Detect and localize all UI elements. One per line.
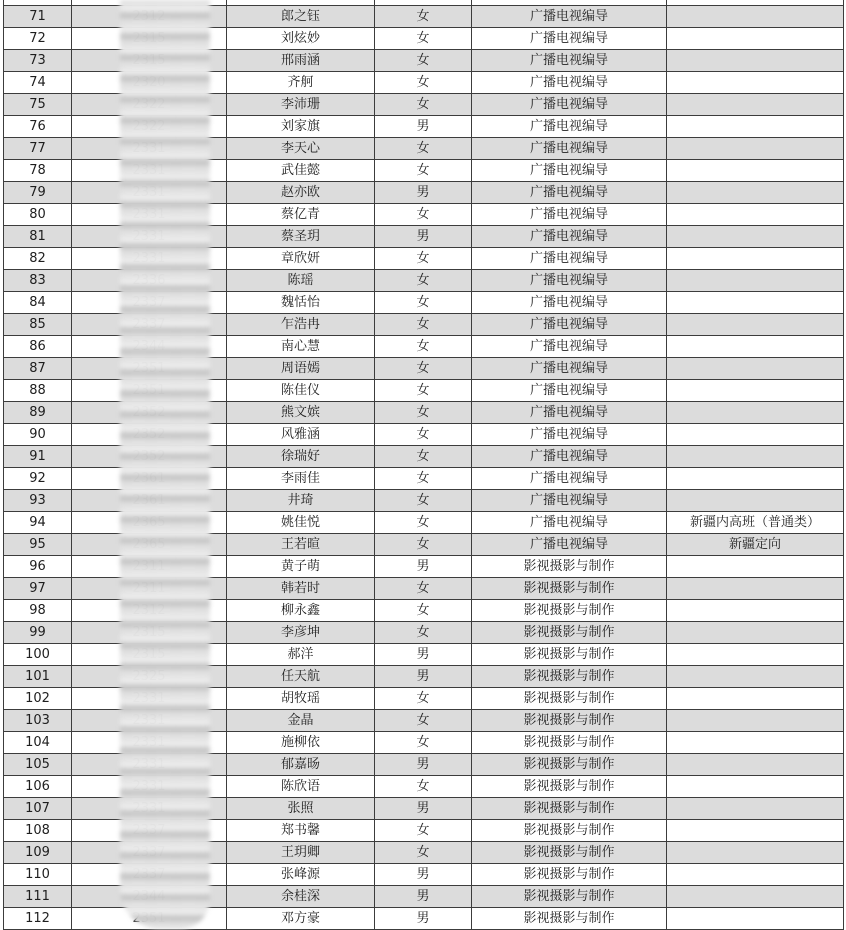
- cell-major: 广播电视编导: [472, 402, 667, 424]
- cell-note: [667, 732, 844, 754]
- cell-gender: 女: [375, 512, 472, 534]
- cell-name: 陈佳仪: [227, 380, 375, 402]
- cell-index: 73: [4, 50, 72, 72]
- cell-index: 79: [4, 182, 72, 204]
- cell-major: 影视摄影与制作: [472, 820, 667, 842]
- cell-gender: 女: [375, 270, 472, 292]
- cell-note: [667, 622, 844, 644]
- cell-name: 王玥卿: [227, 842, 375, 864]
- cell-name: 齐舸: [227, 72, 375, 94]
- cell-gender: 女: [375, 248, 472, 270]
- cell-name: 刘家旗: [227, 116, 375, 138]
- cell-major: 广播电视编导: [472, 270, 667, 292]
- cell-index: 72: [4, 28, 72, 50]
- cell-major: 影视摄影与制作: [472, 842, 667, 864]
- cell-index: 99: [4, 622, 72, 644]
- cell-major: 影视摄影与制作: [472, 578, 667, 600]
- cell-name: 任天航: [227, 666, 375, 688]
- cell-index: 102: [4, 688, 72, 710]
- cell-name: 魏恬怡: [227, 292, 375, 314]
- cell-name: 蔡圣玥: [227, 226, 375, 248]
- cell-name: 金晶: [227, 710, 375, 732]
- cell-note: [667, 204, 844, 226]
- cell-note: [667, 94, 844, 116]
- cell-index: 101: [4, 666, 72, 688]
- cell-note: [667, 6, 844, 28]
- cell-note: [667, 72, 844, 94]
- cell-note: [667, 292, 844, 314]
- cell-note: [667, 424, 844, 446]
- cell-gender: 女: [375, 138, 472, 160]
- cell-major: 影视摄影与制作: [472, 644, 667, 666]
- cell-major: 广播电视编导: [472, 160, 667, 182]
- cell-note: [667, 160, 844, 182]
- cell-gender: 女: [375, 776, 472, 798]
- cell-name: 武佳懿: [227, 160, 375, 182]
- cell-major: 广播电视编导: [472, 358, 667, 380]
- cell-name: 周语嫣: [227, 358, 375, 380]
- cell-name: 李彦坤: [227, 622, 375, 644]
- cell-note: [667, 28, 844, 50]
- cell-name: 张照: [227, 798, 375, 820]
- cell-name: 邓方豪: [227, 908, 375, 930]
- cell-note: [667, 886, 844, 908]
- cell-gender: 女: [375, 358, 472, 380]
- cell-gender: 男: [375, 798, 472, 820]
- cell-note: [667, 50, 844, 72]
- cell-major: 广播电视编导: [472, 94, 667, 116]
- cell-name: 陈欣语: [227, 776, 375, 798]
- cell-index: 96: [4, 556, 72, 578]
- cell-major: 广播电视编导: [472, 468, 667, 490]
- cell-major: 影视摄影与制作: [472, 688, 667, 710]
- cell-gender: 女: [375, 446, 472, 468]
- cell-name: 南心慧: [227, 336, 375, 358]
- cell-name: 张峰源: [227, 864, 375, 886]
- cell-major: 广播电视编导: [472, 292, 667, 314]
- cell-index: 106: [4, 776, 72, 798]
- cell-index: 91: [4, 446, 72, 468]
- cell-major: 影视摄影与制作: [472, 886, 667, 908]
- cell-major: 影视摄影与制作: [472, 732, 667, 754]
- cell-name: 施柳依: [227, 732, 375, 754]
- cell-gender: 女: [375, 160, 472, 182]
- cell-note: [667, 864, 844, 886]
- cell-gender: 女: [375, 94, 472, 116]
- cell-gender: 女: [375, 50, 472, 72]
- cell-major: 影视摄影与制作: [472, 556, 667, 578]
- cell-index: 97: [4, 578, 72, 600]
- cell-gender: 女: [375, 534, 472, 556]
- cell-name: 刘炫妙: [227, 28, 375, 50]
- cell-gender: 女: [375, 402, 472, 424]
- cell-note: [667, 798, 844, 820]
- cell-index: 76: [4, 116, 72, 138]
- cell-note: [667, 402, 844, 424]
- cell-index: 98: [4, 600, 72, 622]
- cell-gender: 女: [375, 380, 472, 402]
- cell-major: 广播电视编导: [472, 6, 667, 28]
- cell-gender: 女: [375, 490, 472, 512]
- cell-gender: 女: [375, 578, 472, 600]
- cell-note: [667, 116, 844, 138]
- cell-index: 82: [4, 248, 72, 270]
- cell-note: [667, 380, 844, 402]
- cell-note: [667, 226, 844, 248]
- cell-gender: 女: [375, 622, 472, 644]
- cell-major: 影视摄影与制作: [472, 776, 667, 798]
- cell-index: 104: [4, 732, 72, 754]
- cell-note: [667, 556, 844, 578]
- cell-name: 邢雨涵: [227, 50, 375, 72]
- cell-name: 胡牧瑶: [227, 688, 375, 710]
- cell-major: 广播电视编导: [472, 50, 667, 72]
- cell-gender: 男: [375, 886, 472, 908]
- cell-note: [667, 468, 844, 490]
- cell-index: 112: [4, 908, 72, 930]
- cell-note: [667, 820, 844, 842]
- cell-gender: 女: [375, 72, 472, 94]
- cell-gender: 女: [375, 842, 472, 864]
- cell-major: 广播电视编导: [472, 204, 667, 226]
- cell-name: 李天心: [227, 138, 375, 160]
- cell-gender: 女: [375, 600, 472, 622]
- cell-gender: 女: [375, 28, 472, 50]
- cell-gender: 女: [375, 336, 472, 358]
- cell-name: 熊文嫔: [227, 402, 375, 424]
- cell-gender: 女: [375, 710, 472, 732]
- cell-note: [667, 776, 844, 798]
- cell-note: [667, 600, 844, 622]
- cell-major: 广播电视编导: [472, 534, 667, 556]
- cell-major: 广播电视编导: [472, 248, 667, 270]
- cell-major: 影视摄影与制作: [472, 666, 667, 688]
- cell-major: 广播电视编导: [472, 116, 667, 138]
- cell-index: 95: [4, 534, 72, 556]
- privacy-blur-overlay: [120, 0, 210, 929]
- cell-note: [667, 908, 844, 930]
- cell-name: 井琦: [227, 490, 375, 512]
- cell-name: 郁嘉旸: [227, 754, 375, 776]
- cell-index: 107: [4, 798, 72, 820]
- cell-index: 71: [4, 6, 72, 28]
- cell-gender: 男: [375, 908, 472, 930]
- cell-note: [667, 248, 844, 270]
- cell-name: 徐瑞好: [227, 446, 375, 468]
- cell-note: [667, 688, 844, 710]
- cell-major: 广播电视编导: [472, 182, 667, 204]
- cell-index: 80: [4, 204, 72, 226]
- cell-major: 影视摄影与制作: [472, 710, 667, 732]
- cell-index: 100: [4, 644, 72, 666]
- cell-note: [667, 336, 844, 358]
- cell-gender: 女: [375, 468, 472, 490]
- cell-gender: 女: [375, 204, 472, 226]
- cell-note: [667, 446, 844, 468]
- cell-name: 黄子萌: [227, 556, 375, 578]
- cell-note: [667, 270, 844, 292]
- cell-gender: 女: [375, 820, 472, 842]
- cell-name: 余桂深: [227, 886, 375, 908]
- cell-major: 影视摄影与制作: [472, 754, 667, 776]
- cell-index: 89: [4, 402, 72, 424]
- cell-major: 广播电视编导: [472, 424, 667, 446]
- cell-gender: 男: [375, 644, 472, 666]
- cell-index: 83: [4, 270, 72, 292]
- cell-name: 郑书馨: [227, 820, 375, 842]
- cell-name: 赵亦欧: [227, 182, 375, 204]
- cell-gender: 男: [375, 116, 472, 138]
- cell-gender: 女: [375, 314, 472, 336]
- cell-name: 李雨佳: [227, 468, 375, 490]
- cell-index: 75: [4, 94, 72, 116]
- cell-index: 111: [4, 886, 72, 908]
- cell-name: 章欣妍: [227, 248, 375, 270]
- cell-note: [667, 710, 844, 732]
- cell-note: [667, 182, 844, 204]
- cell-major: 广播电视编导: [472, 512, 667, 534]
- cell-index: 78: [4, 160, 72, 182]
- cell-name: 郎之钰: [227, 6, 375, 28]
- cell-index: 92: [4, 468, 72, 490]
- cell-note: [667, 842, 844, 864]
- cell-major: 广播电视编导: [472, 490, 667, 512]
- cell-note: 新疆内高班（普通类）: [667, 512, 844, 534]
- cell-index: 84: [4, 292, 72, 314]
- cell-major: 广播电视编导: [472, 72, 667, 94]
- cell-gender: 女: [375, 6, 472, 28]
- cell-name: 韩若时: [227, 578, 375, 600]
- cell-note: [667, 138, 844, 160]
- cell-major: 广播电视编导: [472, 28, 667, 50]
- cell-major: 广播电视编导: [472, 336, 667, 358]
- cell-gender: 男: [375, 864, 472, 886]
- cell-gender: 男: [375, 754, 472, 776]
- cell-gender: 男: [375, 556, 472, 578]
- cell-major: 影视摄影与制作: [472, 798, 667, 820]
- cell-index: 74: [4, 72, 72, 94]
- cell-major: 影视摄影与制作: [472, 864, 667, 886]
- cell-gender: 女: [375, 424, 472, 446]
- cell-name: 姚佳悦: [227, 512, 375, 534]
- cell-major: 影视摄影与制作: [472, 908, 667, 930]
- cell-index: 86: [4, 336, 72, 358]
- cell-note: [667, 754, 844, 776]
- cell-index: 77: [4, 138, 72, 160]
- cell-note: [667, 314, 844, 336]
- cell-major: 广播电视编导: [472, 226, 667, 248]
- cell-index: 109: [4, 842, 72, 864]
- cell-name: 乍浩冉: [227, 314, 375, 336]
- cell-index: 110: [4, 864, 72, 886]
- cell-gender: 男: [375, 666, 472, 688]
- cell-index: 94: [4, 512, 72, 534]
- cell-index: 93: [4, 490, 72, 512]
- cell-major: 广播电视编导: [472, 446, 667, 468]
- cell-index: 103: [4, 710, 72, 732]
- cell-index: 90: [4, 424, 72, 446]
- cell-name: 李沛珊: [227, 94, 375, 116]
- cell-note: 新疆定向: [667, 534, 844, 556]
- cell-index: 87: [4, 358, 72, 380]
- cell-gender: 女: [375, 688, 472, 710]
- cell-name: 王若暄: [227, 534, 375, 556]
- cell-index: 81: [4, 226, 72, 248]
- cell-index: 105: [4, 754, 72, 776]
- cell-index: 108: [4, 820, 72, 842]
- cell-major: 影视摄影与制作: [472, 622, 667, 644]
- cell-major: 影视摄影与制作: [472, 600, 667, 622]
- cell-gender: 女: [375, 292, 472, 314]
- cell-name: 蔡亿青: [227, 204, 375, 226]
- cell-name: 陈瑶: [227, 270, 375, 292]
- cell-gender: 男: [375, 226, 472, 248]
- cell-major: 广播电视编导: [472, 138, 667, 160]
- cell-major: 广播电视编导: [472, 380, 667, 402]
- cell-major: 广播电视编导: [472, 314, 667, 336]
- cell-note: [667, 644, 844, 666]
- cell-gender: 男: [375, 182, 472, 204]
- cell-gender: 女: [375, 732, 472, 754]
- cell-note: [667, 490, 844, 512]
- cell-index: 88: [4, 380, 72, 402]
- cell-name: 郝洋: [227, 644, 375, 666]
- cell-name: 柳永鑫: [227, 600, 375, 622]
- cell-note: [667, 578, 844, 600]
- cell-index: 85: [4, 314, 72, 336]
- cell-note: [667, 666, 844, 688]
- cell-name: 风雅涵: [227, 424, 375, 446]
- cell-note: [667, 358, 844, 380]
